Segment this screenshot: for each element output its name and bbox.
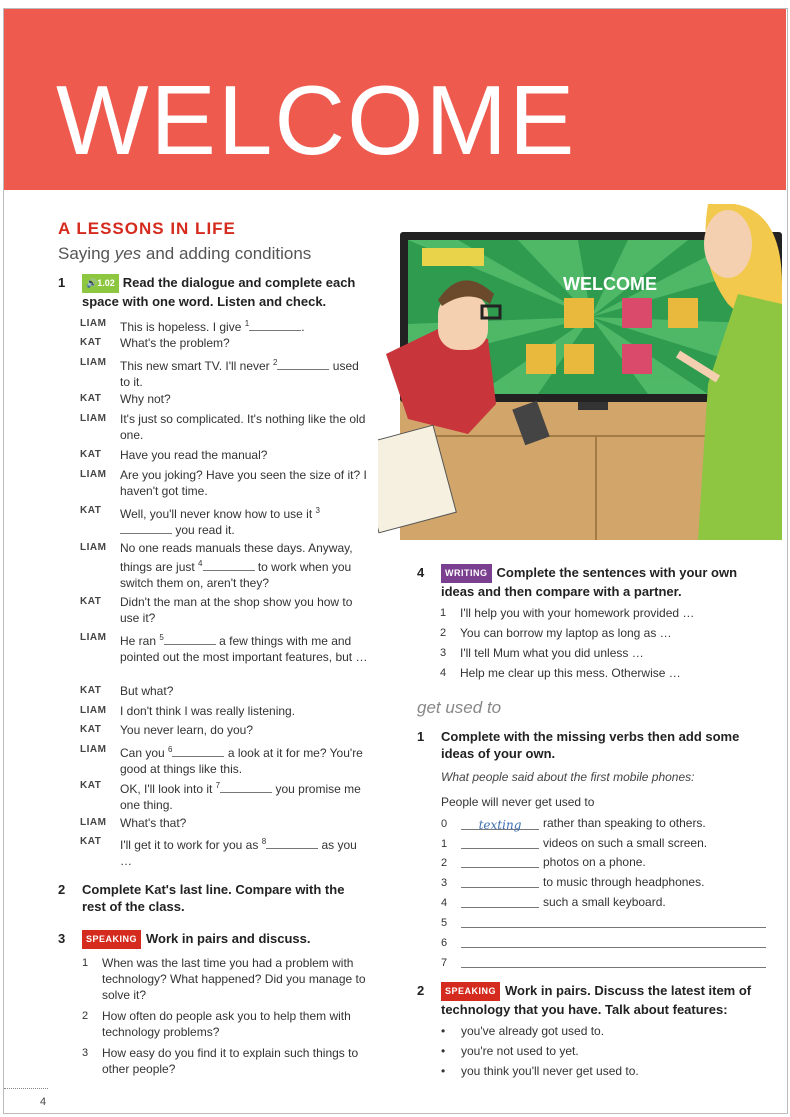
audio-track-number: 1.02 <box>97 278 115 288</box>
line-text <box>120 467 370 499</box>
writing-tag: WRITING <box>441 564 492 583</box>
section-title: A LESSONS IN LIFE <box>58 219 236 238</box>
speaker-name: KAT <box>80 780 102 791</box>
gap-number: 2 <box>273 358 278 367</box>
speaking-tag: SPEAKING <box>441 982 500 1001</box>
speaker-name: KAT <box>80 685 102 696</box>
open-row <box>441 914 766 931</box>
get-used-to-exercise-1 <box>417 728 762 762</box>
dialogue-line <box>80 722 370 738</box>
line-text-start: Are you joking? Have you seen the size of it? I haven't got time. <box>120 468 367 498</box>
line-text-end: as you … <box>120 838 357 868</box>
speaker-name: KAT <box>80 836 102 847</box>
subtitle-post: and adding conditions <box>141 244 312 263</box>
exercise-instruction: Work in pairs. Discuss the latest item of technology that you have. Talk about features: <box>441 983 752 1017</box>
line-text-start: No one reads manuals these days. Anyway, things are just <box>120 541 353 574</box>
fill-row <box>441 835 707 852</box>
item-text: How often do people ask you to help them with technology problems? <box>102 1009 351 1039</box>
line-text-start: You never learn, do you? <box>120 723 253 737</box>
gap-number: 6 <box>168 745 173 754</box>
line-text-start: Didn't the man at the shop show you how to use it? <box>120 595 353 625</box>
item-text: How easy do you find it to explain such things to other people? <box>102 1046 359 1076</box>
header-banner <box>4 9 786 190</box>
line-text-start: This new smart TV. I'll never <box>120 359 274 373</box>
list-item <box>440 605 770 621</box>
line-text-start: Well, you'll never know how to use it <box>120 507 316 521</box>
line-text <box>120 834 370 869</box>
line-text <box>120 630 370 665</box>
open-row <box>441 934 766 951</box>
line-text-end: a look at it for me? You're good at things like this. <box>120 746 363 776</box>
gap-number: 1 <box>244 319 250 328</box>
get-used-to-heading: get used to <box>417 698 502 717</box>
audio-track-badge[interactable] <box>82 274 119 293</box>
gap-number: 5 <box>159 633 164 642</box>
line-text-start: Why not? <box>120 392 171 406</box>
item-text: I'll tell Mum what you did unless … <box>460 646 644 660</box>
line-text-start: Have you read the manual? <box>120 448 268 462</box>
item-text: to music through headphones. <box>543 875 705 889</box>
dialogue-line <box>80 355 370 390</box>
item-number: 0 <box>441 818 448 830</box>
list-item <box>440 665 770 681</box>
line-text <box>120 742 370 777</box>
list-item <box>440 645 770 661</box>
page-number: 4 <box>40 1096 47 1108</box>
line-text-start: What's the problem? <box>120 336 230 350</box>
item-number: 1 <box>82 957 89 969</box>
gap-number: 7 <box>215 781 221 790</box>
item-number: 2 <box>82 1010 89 1022</box>
exercise-instruction: Complete with the missing verbs then add some ideas of your own. <box>441 729 740 761</box>
dialogue-line <box>80 594 370 626</box>
item-number: 3 <box>441 877 448 889</box>
item-number: 2 <box>440 627 447 639</box>
bullet-text: you're not used to yet. <box>461 1044 579 1058</box>
item-number: 6 <box>441 937 448 949</box>
item-text: rather than speaking to others. <box>543 816 706 830</box>
line-text <box>120 355 370 390</box>
exercise-2 <box>58 881 368 915</box>
line-text-start: This is hopeless. I give <box>120 320 245 334</box>
line-text-start: But what? <box>120 684 174 698</box>
dialogue-line <box>80 316 370 335</box>
exercise-lead: People will never get used to <box>441 795 595 809</box>
exercise-note: What people said about the first mobile phones: <box>441 770 695 784</box>
speaker-name: LIAM <box>80 357 107 368</box>
line-text-start: I'll get it to work for you as <box>120 838 262 852</box>
speaker-name: LIAM <box>80 705 107 716</box>
item-number: 3 <box>82 1047 89 1059</box>
exercise-instruction: Complete Kat's last line. Compare with the rest of the class. <box>82 882 345 914</box>
section-subtitle <box>58 244 311 264</box>
line-text <box>120 411 370 443</box>
line-text-start: What's that? <box>120 816 187 830</box>
gap-blank[interactable] <box>120 522 172 534</box>
dialogue-line <box>80 503 370 538</box>
bullet-icon: • <box>441 1024 446 1038</box>
speaker-name: LIAM <box>80 744 107 755</box>
line-text-start: Can you <box>120 746 169 760</box>
gap-blank[interactable] <box>220 781 272 793</box>
list-item <box>82 955 380 1003</box>
item-number: 1 <box>441 838 448 850</box>
answer-blank[interactable] <box>461 895 539 908</box>
exercise-number: 4 <box>417 565 425 580</box>
bullet-text: you've already got used to. <box>461 1024 605 1038</box>
item-number: 2 <box>441 857 448 869</box>
item-number: 4 <box>440 667 447 679</box>
item-number: 4 <box>441 897 448 909</box>
line-text <box>120 683 370 699</box>
line-text <box>120 778 370 813</box>
dialogue-line <box>80 683 370 699</box>
item-text: I'll help you with your homework provided … <box>460 606 695 620</box>
dialogue-line <box>80 630 370 665</box>
gap-blank[interactable] <box>266 837 318 849</box>
exercise-number: 3 <box>58 931 66 946</box>
exercise-instruction: Complete the sentences with your own ideas and then compare with a partner. <box>441 565 738 599</box>
bullet-item <box>441 1023 604 1039</box>
speaker-name: KAT <box>80 596 102 607</box>
dialogue-line <box>80 467 370 499</box>
speaker-name: LIAM <box>80 469 107 480</box>
dialogue-line <box>80 335 370 351</box>
item-number: 7 <box>441 957 448 969</box>
bullet-item <box>441 1043 579 1059</box>
item-number: 1 <box>440 607 447 619</box>
line-text-end: you read it. <box>172 523 235 537</box>
line-text-start: He ran <box>120 634 160 648</box>
fill-row <box>441 815 706 832</box>
line-text-start: It's just so complicated. It's nothing like the old one. <box>120 412 366 442</box>
tv-welcome-text: WELCOME <box>563 274 657 294</box>
speaker-name: LIAM <box>80 632 107 643</box>
dialogue-line <box>80 703 370 719</box>
dialogue-line <box>80 815 370 831</box>
gap-number: 8 <box>261 837 267 846</box>
line-text-end: a few things with me and pointed out the most important features, but … <box>120 634 368 664</box>
line-text <box>120 503 370 538</box>
line-text <box>120 703 370 719</box>
speaker-name: KAT <box>80 393 102 404</box>
speaker-name: KAT <box>80 505 102 516</box>
tv-illustration <box>378 204 782 540</box>
list-item <box>440 625 770 641</box>
line-text <box>120 594 370 626</box>
fill-row <box>441 854 646 871</box>
speaker-name: LIAM <box>80 318 107 329</box>
exercise-3 <box>58 930 378 949</box>
fill-row <box>441 874 704 891</box>
dialogue-line <box>80 447 370 463</box>
line-text <box>120 335 370 351</box>
answer-blank[interactable]: texting <box>461 817 539 830</box>
gap-blank[interactable] <box>203 559 255 571</box>
dialogue-line <box>80 778 370 813</box>
open-row <box>441 954 766 971</box>
speaker-icon: 🔊 <box>86 278 98 288</box>
line-text <box>120 316 370 335</box>
gap-blank[interactable] <box>164 633 216 645</box>
line-text-start: OK, I'll look into it <box>120 782 216 796</box>
speaker-name: LIAM <box>80 413 107 424</box>
speaker-name: LIAM <box>80 542 107 553</box>
list-item <box>82 1008 380 1040</box>
answer-line[interactable] <box>461 915 766 928</box>
bullet-icon: • <box>441 1064 446 1078</box>
gap-blank[interactable] <box>277 358 329 370</box>
dialogue-line <box>80 834 370 869</box>
speaking-tag: SPEAKING <box>82 930 141 949</box>
item-text: photos on a phone. <box>543 855 646 869</box>
exercise-instruction: Work in pairs and discuss. <box>146 931 311 946</box>
line-text-end: you promise me one thing. <box>120 782 361 812</box>
bullet-icon: • <box>441 1044 446 1058</box>
exercise-4 <box>417 564 762 600</box>
item-text: Help me clear up this mess. Otherwise … <box>460 666 681 680</box>
line-text <box>120 391 370 407</box>
exercise-number: 1 <box>58 275 66 290</box>
list-item <box>82 1045 380 1077</box>
dialogue-line <box>80 742 370 777</box>
item-number: 5 <box>441 917 448 929</box>
item-number: 3 <box>440 647 447 659</box>
fill-row <box>441 894 666 911</box>
line-text-start: I don't think I was really listening. <box>120 704 296 718</box>
dialogue-line <box>80 391 370 407</box>
answer-blank[interactable] <box>461 855 539 868</box>
line-text <box>120 447 370 463</box>
item-text: When was the last time you had a problem with technology? What happened? Did you manage to solve it? <box>102 956 366 1002</box>
tv-logo <box>422 248 484 266</box>
gap-blank[interactable] <box>172 745 224 757</box>
gap-number: 3 <box>315 506 320 515</box>
exercise-number: 2 <box>58 882 66 897</box>
line-text <box>120 815 370 831</box>
bullet-text: you think you'll never get used to. <box>461 1064 639 1078</box>
exercise-number: 1 <box>417 729 425 744</box>
footer-rule <box>4 1088 48 1089</box>
line-text <box>120 722 370 738</box>
subtitle-pre: Saying <box>58 244 115 263</box>
bullet-item <box>441 1063 639 1079</box>
speaker-name: LIAM <box>80 817 107 828</box>
exercise-1 <box>58 274 368 310</box>
item-text: videos on such a small screen. <box>543 836 708 850</box>
speaker-name: KAT <box>80 449 102 460</box>
exercise-instruction: Read the dialogue and complete each space with one word. Listen and check. <box>82 275 356 309</box>
banner-title: WELCOME <box>56 65 577 175</box>
answer-line[interactable] <box>461 955 766 968</box>
speaker-name: KAT <box>80 724 102 735</box>
answer-line[interactable] <box>461 935 766 948</box>
line-text <box>120 540 370 591</box>
exercise-number: 2 <box>417 983 425 998</box>
gap-number: 4 <box>198 559 203 568</box>
line-text-end: . <box>301 320 305 334</box>
answer-blank[interactable] <box>461 875 539 888</box>
item-text: You can borrow my laptop as long as … <box>460 626 672 640</box>
item-text: such a small keyboard. <box>543 895 666 909</box>
subtitle-em: yes <box>114 244 142 263</box>
dialogue-line <box>80 411 370 443</box>
speaker-name: KAT <box>80 337 102 348</box>
gap-blank[interactable] <box>249 319 301 331</box>
dialogue-line <box>80 540 370 591</box>
line-text-end: to work when you switch them on, aren't they? <box>120 560 352 590</box>
line-text-end: used to it. <box>120 359 359 389</box>
answer-blank[interactable] <box>461 836 539 849</box>
get-used-to-exercise-2 <box>417 982 769 1018</box>
